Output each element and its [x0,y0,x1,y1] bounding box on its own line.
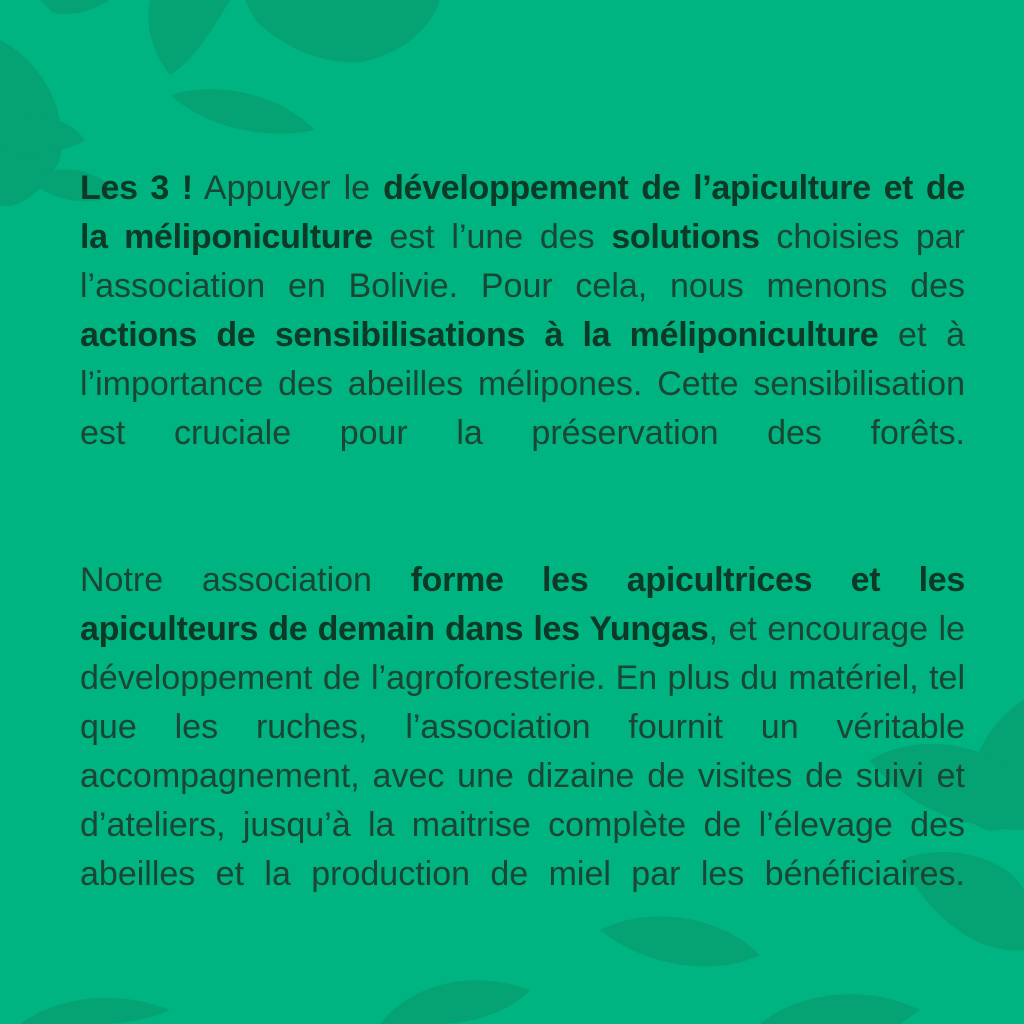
leaf-shape-bottom-right-4 [760,994,920,1024]
leaf-shape-top-right-faint [170,89,315,133]
text-segment: , et encourage le développement de l’agroforesterie. En plus du matériel, tel que les ruches, l’association fournit un véritable accompagnement, avec une dizaine de visites de suivi et d’ateliers, jusqu’à la maitrise complète de l’élevage des abeilles et la production de miel par les bénéficiaires. [80,610,965,893]
text-segment: choisies par l’association en Bolivie. Pour cela, nous menons des [80,218,966,305]
leaf-shape-bottom-left-2 [20,998,170,1024]
text-segment: Notre association [80,561,411,599]
emphasis-awareness-actions: actions de sensibilisations à la méliponiculture [80,316,879,354]
paragraph-bees-awareness [80,164,965,458]
paragraph-beekeeper-training [80,556,965,899]
text-segment: est l’une des [372,218,612,256]
leaf-shape-left-mid [0,116,85,153]
emphasis-solutions: solutions [611,218,760,256]
emphasis-apiculture-development: développement de l’apiculture et de la méliponiculture [80,169,965,256]
emphasis-training-beekeepers: forme les apicultrices et les apiculteurs de demain dans les Yungas [80,561,965,648]
leaf-shape-top-center [245,0,440,62]
emphasis-les-3: Les 3 ! [80,169,193,207]
leaf-shape-bottom-left [380,980,530,1024]
leaf-shape-top-mid [148,0,230,75]
leaf-shape-top-small [40,0,110,14]
text-segment: et à l’importance des abeilles mélipones. Cette sensibilisation est cruciale pour la préservation des forêts. [80,316,965,452]
leaf-shape-bottom-center [600,916,760,966]
text-segment: Appuyer le [192,169,384,207]
